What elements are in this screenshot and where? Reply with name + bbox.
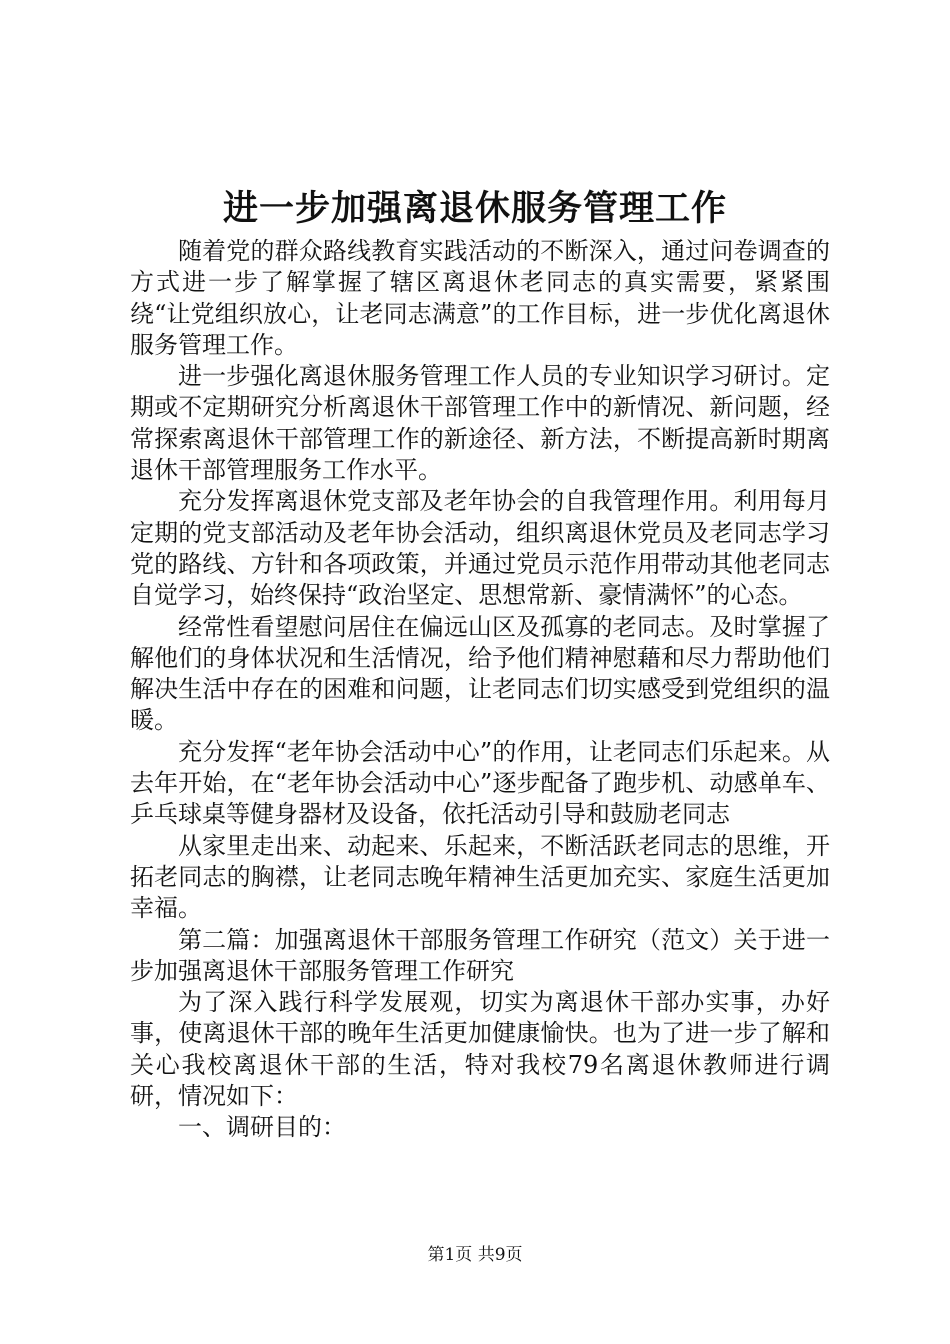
page-number-footer: 第1页 共9页 — [427, 1245, 523, 1265]
paragraph: 为了深入践行科学发展观，切实为离退休干部办实事，办好事，使离退休干部的晚年生活更加健康愉快。也为了进一步了解和关心我校离退休干部的生活，特对我校79名离退休教师进行调研，情况如下： — [130, 988, 830, 1111]
paragraph: 经常性看望慰问居住在偏远山区及孤寡的老同志。及时掌握了解他们的身体状况和生活情况，给予他们精神慰藉和尽力帮助他们解决生活中存在的困难和问题，让老同志们切实感受到党组织的温暖。 — [130, 612, 830, 735]
paragraph: 充分发挥“老年协会活动中心”的作用，让老同志们乐起来。从去年开始，在“老年协会活动中心”逐步配备了跑步机、动感单车、乒乓球桌等健身器材及设备，依托活动引导和鼓励老同志 — [130, 737, 830, 829]
document-title: 进一步加强离退休服务管理工作 — [222, 188, 727, 229]
document-body — [130, 236, 830, 1144]
paragraph: 从家里走出来、动起来、乐起来，不断活跃老同志的思维，开拓老同志的胸襟，让老同志晚年精神生活更加充实、家庭生活更加幸福。 — [130, 831, 830, 923]
paragraph: 充分发挥离退休党支部及老年协会的自我管理作用。利用每月定期的党支部活动及老年协会活动，组织离退休党员及老同志学习党的路线、方针和各项政策，并通过党员示范作用带动其他老同志自觉学习，始终保持“政治坚定、思想常新、豪情满怀”的心态。 — [130, 487, 830, 610]
paragraph: 进一步强化离退休服务管理工作人员的专业知识学习研讨。定期或不定期研究分析离退休干部管理工作中的新情况、新问题，经常探索离退休干部管理工作的新途径、新方法，不断提高新时期离退休干部管理服务工作水平。 — [130, 362, 830, 485]
paragraph: 一、调研目的： — [178, 1113, 346, 1142]
paragraph: 随着党的群众路线教育实践活动的不断深入，通过问卷调查的方式进一步了解掌握了辖区离退休老同志的真实需要，紧紧围绕“让党组织放心，让老同志满意”的工作目标，进一步优化离退休服务管理工作。 — [130, 237, 830, 359]
paragraph: 第二篇：加强离退休干部服务管理工作研究（范文）关于进一步加强离退休干部服务管理工作研究 — [130, 925, 830, 985]
